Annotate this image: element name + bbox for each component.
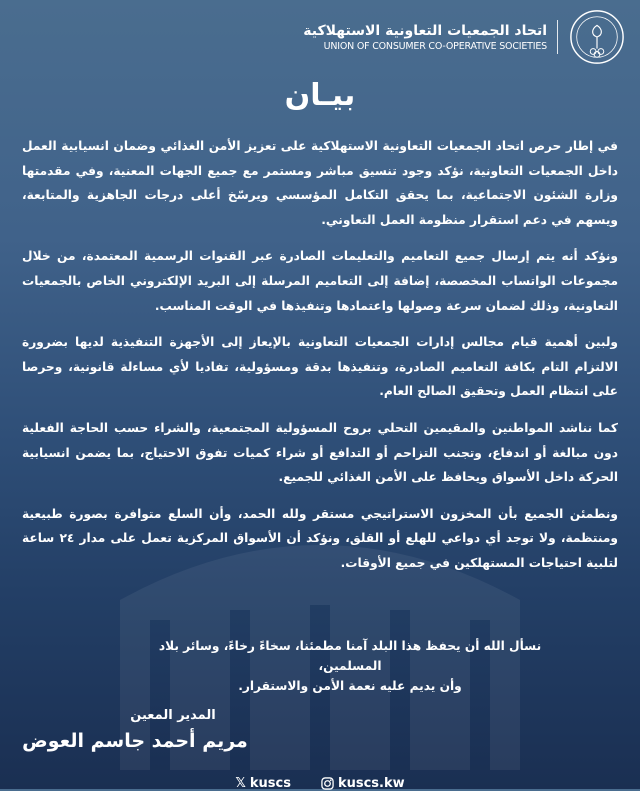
org-name-block bbox=[303, 22, 547, 53]
statement-body bbox=[22, 134, 618, 588]
org-name-arabic: اتحاد الجمعيات التعاونية الاستهلاكية bbox=[303, 22, 547, 39]
header bbox=[303, 6, 626, 68]
closing-line-2: وأن يديم عليه نعمة الأمن والاستقرار. bbox=[238, 679, 462, 693]
signer-name: مريم أحمد جاسم العوض bbox=[22, 730, 248, 752]
closing-line-1: نسأل الله أن يحفظ هذا البلد آمنا مطمئنا، سخاءً رخاءً، وسائر بلاد المسلمين، bbox=[158, 639, 542, 673]
paragraph: ونطمئن الجميع بأن المخزون الاستراتيجي مستقر ولله الحمد، وأن السلع متوافرة بصورة طبيعية ومنتظمة، ولا توجد أي دواعي للهلع أو القلق، ونؤكد أن الأسواق المركزية تعمل على مدار ٢٤ ساعة لتلبية احتياجات المستهلكين في جميع الأوقات. bbox=[22, 506, 618, 570]
paragraph: كما نناشد المواطنين والمقيمين التحلي بروح المسؤولية المجتمعية، والشراء حسب الحاجة الفعلية دون مبالغة أو اندفاع، وتجنب التزاحم أو التدافع أو شراء كميات تفوق الاحتياج، بما يضمن انسيابية الحركة داخل الأسواق ويحافظ على الأمن الغذائي للجميع. bbox=[22, 420, 618, 485]
x-icon: 𝕏 bbox=[235, 776, 246, 791]
header-divider bbox=[557, 20, 558, 54]
paragraph: في إطار حرص اتحاد الجمعيات التعاونية الاستهلاكية على تعزيز الأمن الغذائي وضمان انسيابية العمل داخل الجمعيات التعاونية، نؤكد وجود تنسيق مباشر ومستمر مع جميع الجهات المعنية، وفي مقدمتها وزارة الشئون الاجتماعية، بما يحقق التكامل المؤسسي ويرسّخ أعلى درجات الجاهزية والمتابعة، ويسهم في دعم استقرار منظومة العمل التعاوني. bbox=[22, 139, 618, 227]
closing-prayer bbox=[150, 636, 550, 696]
union-emblem-icon bbox=[568, 8, 626, 66]
org-name-english: UNION OF CONSUMER CO-OPERATIVE SOCIETIES bbox=[323, 40, 547, 52]
page-title: بيـان bbox=[284, 78, 356, 113]
x-handle: kuscs bbox=[249, 776, 291, 791]
instagram-handle: kuscs.kw bbox=[337, 776, 405, 791]
paragraph: ونؤكد أنه يتم إرسال جميع التعاميم والتعليمات الصادرة عبر القنوات الرسمية المعتمدة، من خلال مجموعات الواتساب المخصصة، إضافة إلى التعاميم المرسلة إلى البريد الإلكتروني الخاص بالجمعيات التعاونية، وذلك لضمان سرعة وصولها واعتمادها وتنفيذها في الوقت المناسب. bbox=[22, 249, 618, 313]
paragraph: ولبين أهمية قيام مجالس إدارات الجمعيات التعاونية بالإيعاز إلى الأجهزة التنفيذية لديها بضرورة الالتزام التام بكافة التعاميم الصادرة، وتنفيذها بدقة ومسؤولية، تفاديا لأي مساءلة قانونية، وحرصا على انتظام العمل وتحقيق الصالح العام. bbox=[22, 335, 618, 399]
instagram-icon bbox=[321, 777, 334, 790]
signer-title: المدير المعين bbox=[130, 708, 216, 723]
